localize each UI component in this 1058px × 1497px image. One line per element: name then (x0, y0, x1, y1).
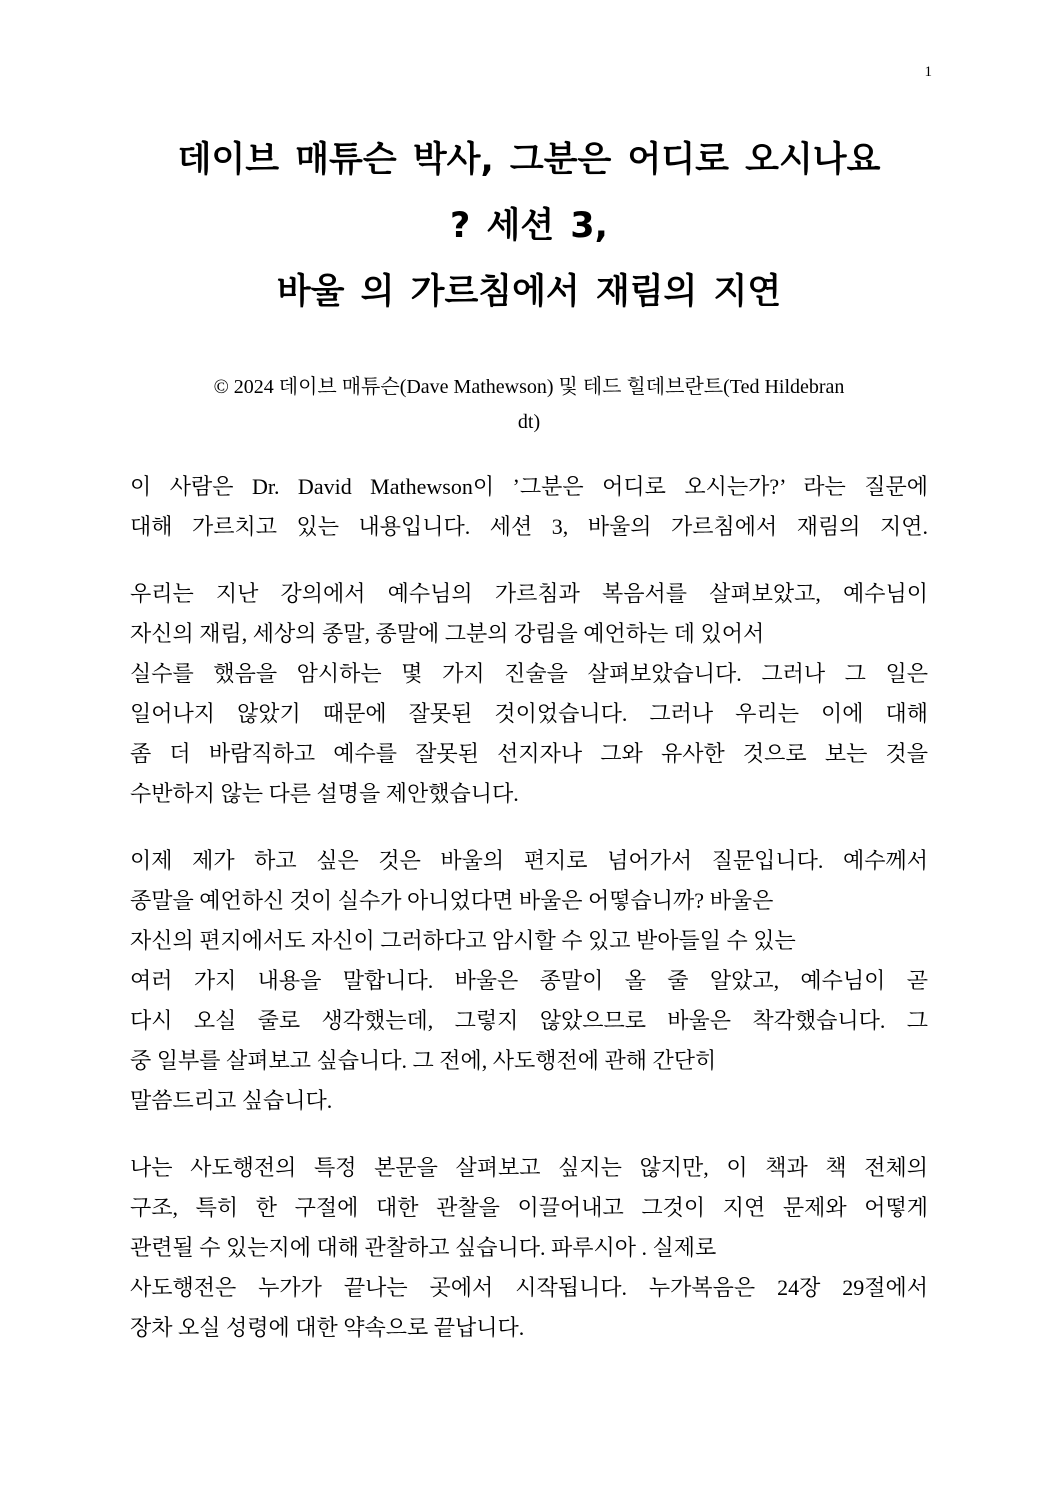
paragraph (130, 841, 928, 1121)
paragraph-line: 다시 오실 줄로 생각했는데, 그렇지 않았으므로 바울은 착각했습니다. 그 (130, 1008, 928, 1033)
title-line: ? 세션 3, (450, 206, 608, 246)
paragraph-line: 이제 제가 하고 싶은 것은 바울의 편지로 넘어가서 질문입니다. 예수께서 (130, 848, 928, 873)
paragraph (130, 574, 928, 814)
paragraph-line: 이 사람은 Dr. David Mathewson이 ’그분은 어디로 오시는가?’ 라는 질문에 (130, 474, 928, 499)
paragraph (130, 467, 928, 547)
paragraph-line: 자신의 재림, 세상의 종말, 종말에 그분의 강림을 예언하는 데 있어서 (130, 621, 765, 646)
paragraph-line: 구조, 특히 한 구절에 대한 관찰을 이끌어내고 그것이 지연 문제와 어떻게 (130, 1195, 928, 1220)
paragraph-line: 나는 사도행전의 특정 본문을 살펴보고 싶지는 않지만, 이 책과 책 전체의 (130, 1155, 928, 1180)
title-line: 바울 의 가르침에서 재림의 지연 (276, 272, 782, 312)
paragraph-line: 실수를 했음을 암시하는 몇 가지 진술을 살펴보았습니다. 그러나 그 일은 (130, 661, 928, 686)
paragraph-line: 종말을 예언하신 것이 실수가 아니었다면 바울은 어떻습니까? 바울은 (130, 888, 774, 913)
paragraph-line: 장차 오실 성령에 대한 약속으로 끝납니다. (130, 1315, 525, 1340)
title-line: 데이브 매튜슨 박사, 그분은 어디로 오시나요 (177, 140, 881, 180)
paragraph-line: 우리는 지난 강의에서 예수님의 가르침과 복음서를 살펴보았고, 예수님이 (130, 581, 928, 606)
copyright-line: dt) (517, 411, 541, 433)
page-number: 1 (924, 64, 932, 80)
copyright-notice (130, 370, 928, 440)
page-content (130, 127, 928, 1348)
document-title (130, 127, 928, 325)
copyright-line: © 2024 데이브 매튜슨(Dave Mathewson) 및 테드 힐데브란트(Ted Hildebran (213, 376, 845, 398)
paragraph-line: 사도행전은 누가가 끝나는 곳에서 시작됩니다. 누가복음은 24장 29절에서 (130, 1275, 928, 1300)
paragraph-line: 말씀드리고 싶습니다. (130, 1088, 333, 1113)
paragraph-line: 관련될 수 있는지에 대해 관찰하고 싶습니다. 파루시아 . 실제로 (130, 1235, 717, 1260)
paragraph-line: 대해 가르치고 있는 내용입니다. 세션 3, 바울의 가르침에서 재림의 지연. (130, 514, 928, 539)
paragraph-line: 일어나지 않았기 때문에 잘못된 것이었습니다. 그러나 우리는 이에 대해 (130, 701, 928, 726)
paragraph-line: 중 일부를 살펴보고 싶습니다. 그 전에, 사도행전에 관해 간단히 (130, 1048, 717, 1073)
paragraph-line: 여러 가지 내용을 말합니다. 바울은 종말이 올 줄 알았고, 예수님이 곧 (130, 968, 928, 993)
paragraph-line: 수반하지 않는 다른 설명을 제안했습니다. (130, 781, 519, 806)
paragraph (130, 1148, 928, 1348)
paragraph-line: 자신의 편지에서도 자신이 그러하다고 암시할 수 있고 받아들일 수 있는 (130, 928, 796, 953)
paragraph-line: 좀 더 바람직하고 예수를 잘못된 선지자나 그와 유사한 것으로 보는 것을 (130, 741, 928, 766)
